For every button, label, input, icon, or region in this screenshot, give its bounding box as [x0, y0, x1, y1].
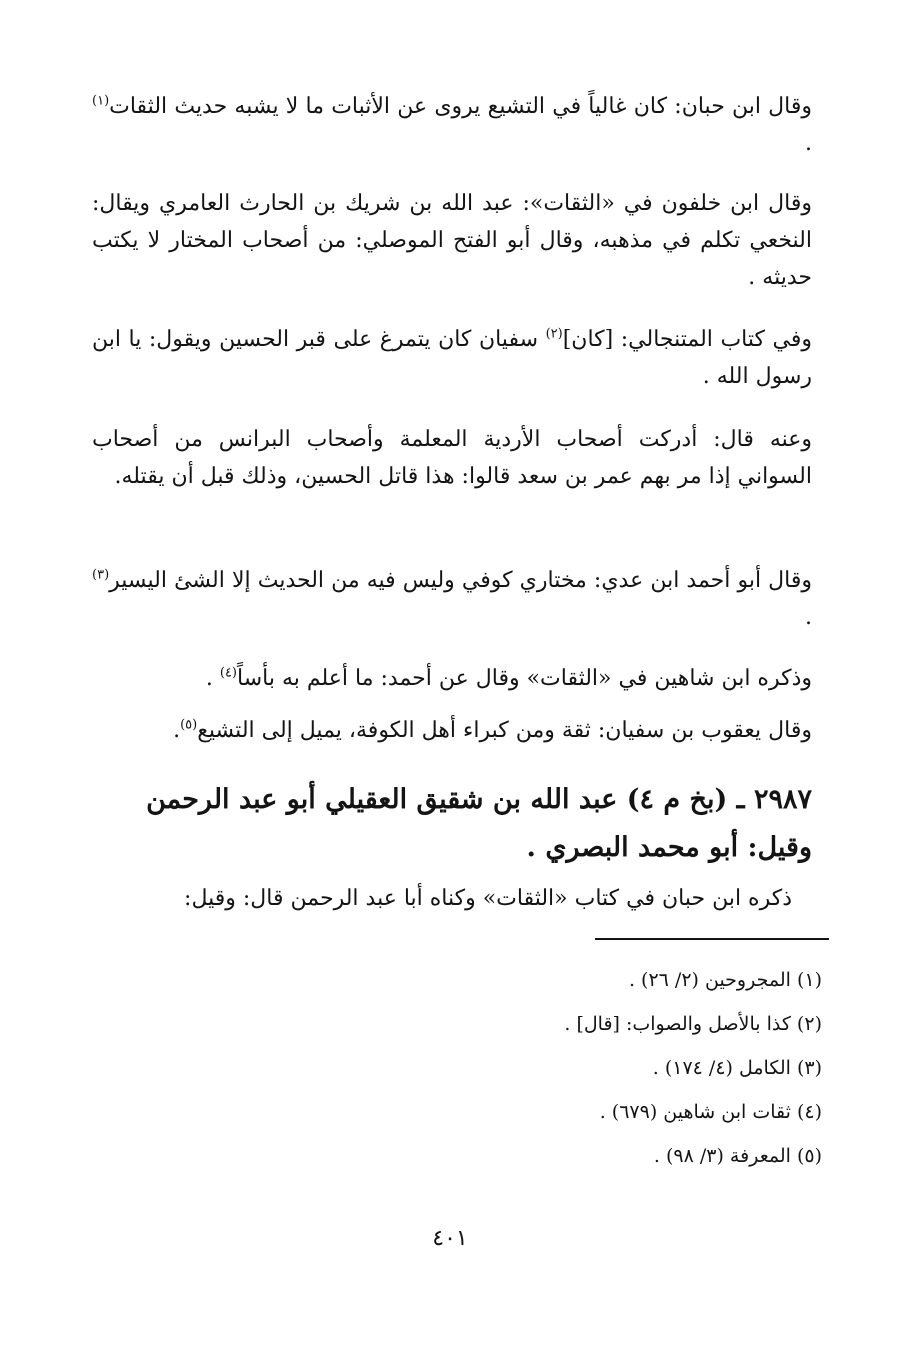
- footnote-item: (٥) المعرفة (٣/ ٩٨) .: [653, 1145, 822, 1167]
- paragraph-yaqub: [92, 712, 812, 749]
- paragraph-end: .: [805, 131, 812, 156]
- paragraph-text: وقال ابن خلفون في «الثقات»: عبد الله بن شريك بن الحارث العامري ويقال: النخعي تكلم في مذهبه، وقال أبو الفتح الموصلي: من أصحاب المختار لا يكتب حديثه .: [92, 191, 812, 290]
- paragraph-ibn-khalfun: [92, 185, 812, 296]
- footnote-item: (١) المجروحين (٢/ ٢٦) .: [628, 969, 822, 991]
- footnote-item: (٢) كذا بالأصل والصواب: [قال] .: [564, 1013, 822, 1035]
- footnote-item: (٤) ثقات ابن شاهين (٦٧٩) .: [599, 1101, 822, 1123]
- paragraph-end: .: [205, 666, 220, 691]
- paragraph-text: وعنه قال: أدركت أصحاب الأردية المعلمة وأصحاب البرانس من أصحاب السواني إذا مر بهم عمر بن سعد قالوا: هذا قاتل الحسين، وذلك قبل أن يقتله.: [92, 427, 812, 489]
- footnote-item: (٣) الكامل (٤/ ١٧٤) .: [652, 1057, 822, 1079]
- paragraph-text: وذكره ابن شاهين في «الثقات» وقال عن أحمد: ما أعلم به بأساً: [237, 666, 812, 691]
- footnote-ref: (٣): [92, 567, 110, 583]
- paragraph-text: وقال أبو أحمد ابن عدي: مختاري كوفي وليس فيه من الحديث إلا الشئ اليسير: [109, 568, 812, 593]
- footnote-ref: (٤): [219, 665, 237, 681]
- paragraph-ibn-adi: [92, 562, 812, 636]
- footnotes-list: [102, 958, 822, 1178]
- paragraph-end: .: [805, 605, 812, 630]
- paragraph-text: وقال يعقوب بن سفيان: ثقة ومن كبراء أهل الكوفة، يميل إلى التشيع: [197, 718, 812, 743]
- footnote-divider: [595, 938, 829, 940]
- paragraph-ibn-hibban: [92, 88, 812, 162]
- paragraph-text: وقال ابن حبان: كان غالياً في التشيع يروى عن الأثبات ما لا يشبه حديث الثقات: [109, 94, 812, 119]
- paragraph-ibn-shahin: [92, 660, 812, 697]
- entry-body: ذكره ابن حبان في كتاب «الثقات» وكناه أبا عبد الرحمن قال: وقيل:: [184, 886, 792, 911]
- paragraph-wa-anhu: [92, 421, 812, 495]
- entry-heading: ٢٩٨٧ ـ (بخ م ٤) عبد الله بن شقيق العقيلي أبو عبد الرحمن وقيل: أبو محمد البصري .: [146, 784, 812, 863]
- paragraph-mutanjali: [92, 321, 812, 395]
- paragraph-end: سفيان كان يتمرغ على قبر الحسين ويقول: يا ابن رسول الله .: [92, 327, 812, 389]
- footnote-ref: (٢): [545, 326, 563, 342]
- footnote-ref: (٥): [180, 717, 198, 733]
- paragraph-end: .: [173, 718, 181, 743]
- footnote-ref: (١): [92, 93, 110, 109]
- paragraph-text: وفي كتاب المتنجالي: [كان]: [562, 327, 813, 352]
- page-number: ٤٠١: [432, 1226, 468, 1251]
